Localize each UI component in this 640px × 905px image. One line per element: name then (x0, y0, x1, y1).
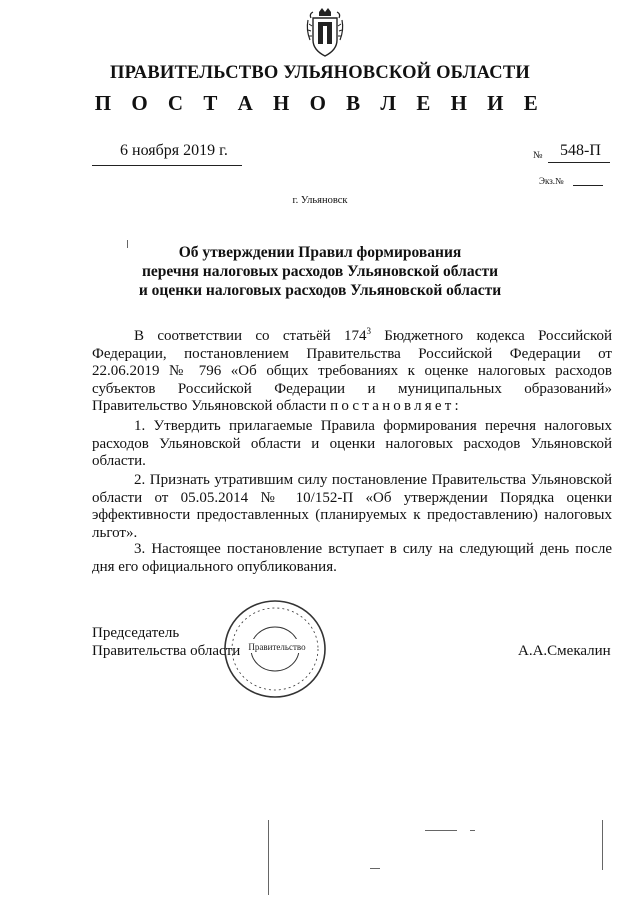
signer-position-line-2: Правительства области (92, 643, 241, 659)
scan-mark (602, 820, 603, 870)
clause-3: 3. Настоящее постановление вступает в силу на следующий день после дня его официального опубликования. (92, 541, 612, 575)
date-underline (92, 165, 242, 166)
resolves-word: постановляет: (330, 398, 462, 414)
scan-mark (268, 820, 269, 895)
article-superscript: 3 (366, 326, 371, 336)
document-type: П О С Т А Н О В Л Е Н И Е (94, 91, 546, 115)
number-label: № (533, 150, 543, 161)
clause-1: 1. Утвердить прилагаемые Правила формирования перечня налоговых расходов Ульяновской области и оценки налоговых расходов Ульяновской области. (92, 418, 612, 469)
document-date: 6 ноября 2019 г. (120, 142, 228, 159)
signer-name: А.А.Смекалин (518, 643, 611, 659)
coat-of-arms-icon (305, 6, 345, 58)
scan-mark (470, 830, 475, 831)
scan-mark (370, 868, 380, 869)
copy-number-label: Экз.№ (539, 176, 564, 186)
scan-mark (127, 240, 128, 248)
preamble-text-b: Бюджетного кодекса Российской Федерации, постановлением Правительства Российской Федерации от 22.06.2019 № 796 «Об общих требованиях к оценке налоговых расходов субъектов Российской Федерации и муниципальных образований» Правительство Ульяновской области (92, 328, 613, 414)
number-underline (548, 162, 610, 163)
government-title: ПРАВИТЕЛЬСТВО УЛЬЯНОВСКОЙ ОБЛАСТИ (110, 63, 530, 83)
signer-position-line-1: Председатель (92, 625, 180, 641)
copy-number-underline (573, 185, 603, 186)
scan-mark (425, 830, 457, 831)
preamble-text-a: В соответствии со статьёй 174 (134, 328, 367, 344)
title-line-3: и оценки налоговых расходов Ульяновской области (138, 282, 502, 299)
city: г. Ульяновск (292, 195, 348, 206)
document-number: 548-П (560, 142, 601, 159)
title-line-1: Об утверждении Правил формирования (178, 244, 462, 261)
preamble-paragraph (92, 328, 612, 416)
clause-2: 2. Признать утратившим силу постановление Правительства Ульяновской области от 05.05.2014 № 10/152-П «Об утверждении Порядка оценки эффективности предоставленных (планируемых к предоставлению) налоговых льгот». (92, 472, 612, 541)
document-title (0, 243, 640, 300)
stamp-label: Правительство (248, 642, 306, 652)
title-line-2: перечня налоговых расходов Ульяновской области (141, 263, 499, 280)
